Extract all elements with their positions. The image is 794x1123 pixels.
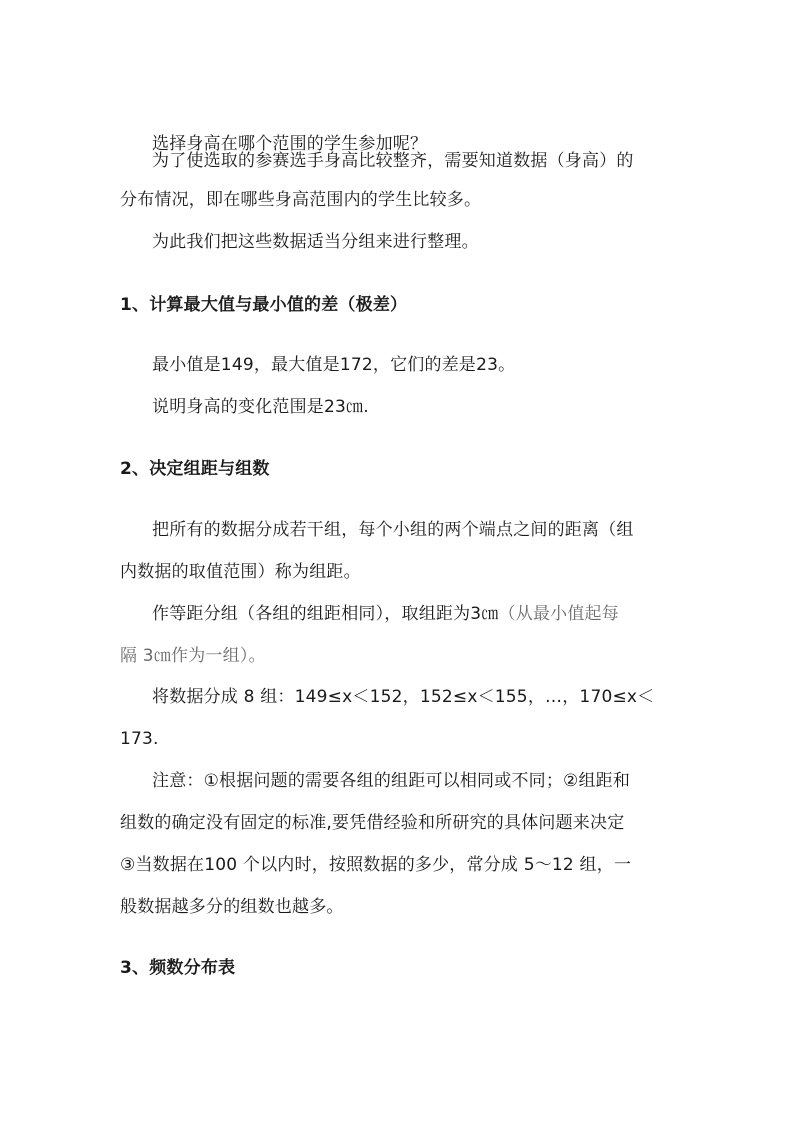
section1-line2: 说明身高的变化范围是23㎝.	[152, 397, 369, 417]
section1-heading: 1、计算最大值与最小值的差（极差）	[120, 295, 408, 315]
paragraph-purpose-line1: 为了使选取的参赛选手身高比较整齐，需要知道数据（身高）的	[152, 151, 634, 171]
section2-p1-line2: 内数据的取值范围）称为组距。	[120, 562, 361, 582]
section2-p2-gray: （从最小值起每	[498, 604, 619, 624]
section2-note-line3: ③当数据在100 个以内时，按照数据的多少，常分成 5～12 组，一	[120, 855, 632, 875]
section2-p2-line1	[152, 603, 619, 625]
section2-note-line2: 组数的确定没有固定的标准,要凭借经验和所研究的具体问题来决定	[120, 813, 625, 833]
section2-note-line4: 般数据越多分的组数也越多。	[120, 897, 344, 917]
section2-p3-line1: 将数据分成 8 组：149≤x＜152，152≤x＜155，…，170≤x＜	[152, 687, 655, 707]
section3-heading: 3、频数分布表	[120, 958, 236, 978]
section1-line1: 最小值是149，最大值是172，它们的差是23。	[152, 355, 516, 375]
section2-p2-main: 作等距分组（各组的组距相同），取组距为3㎝	[152, 604, 499, 624]
section2-p2-line2: 隔 3㎝作为一组）。	[120, 646, 266, 666]
paragraph-question: 选择身高在哪个范围的学生参加呢？	[152, 134, 428, 154]
section2-note-line1: 注意：①根据问题的需要各组的组距可以相同或不同；②组距和	[152, 771, 631, 791]
section2-p3-line2: 173.	[120, 729, 159, 749]
section2-p1-line1: 把所有的数据分成若干组，每个小组的两个端点之间的距离（组	[152, 520, 634, 540]
section2-heading: 2、决定组距与组数	[120, 459, 270, 479]
paragraph-grouping: 为此我们把这些数据适当分组来进行整理。	[152, 232, 479, 252]
paragraph-purpose-line2: 分布情况，即在哪些身高范围内的学生比较多。	[120, 190, 482, 210]
